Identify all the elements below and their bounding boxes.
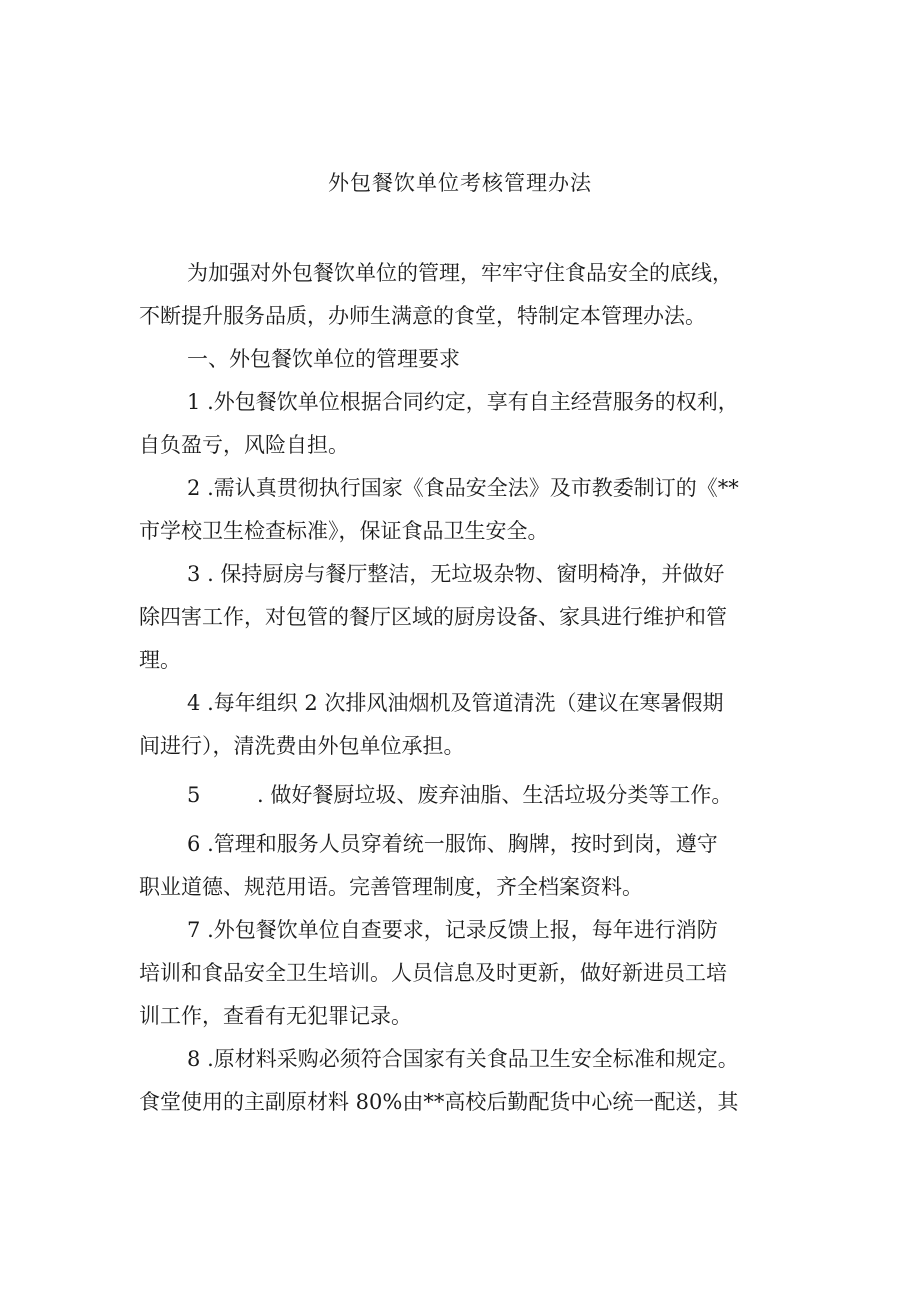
document-title: 外包餐饮单位考核管理办法 xyxy=(328,171,592,195)
list-item-4 xyxy=(139,682,799,768)
list-item-line: 间进行），清洗费由外包单位承担。 xyxy=(139,734,465,758)
list-item-line: 市学校卫生检查标准》，保证食品卫生安全。 xyxy=(139,519,549,543)
item-text: .外包餐饮单位自查要求，记录反馈上报，每年进行消防 xyxy=(207,918,718,942)
list-item-line xyxy=(139,553,799,596)
item-number: 8 xyxy=(187,1047,201,1071)
item-number: 6 xyxy=(187,832,201,856)
list-item-line xyxy=(139,774,799,817)
list-item-8 xyxy=(139,1038,799,1124)
item-number: 1 xyxy=(187,390,201,414)
list-item-1 xyxy=(139,381,799,467)
item-number: 3 xyxy=(187,562,201,586)
item-text: . 做好餐厨垃圾、废弃油脂、生活垃圾分类等工作。 xyxy=(257,783,733,807)
list-item-3 xyxy=(139,553,799,682)
list-item-line xyxy=(139,682,799,725)
item-text: .管理和服务人员穿着统一服饰、胸牌，按时到岗，遵守 xyxy=(207,832,718,856)
list-item-line: 训工作，查看有无犯罪记录。 xyxy=(139,1004,412,1028)
intro-line: 为加强对外包餐饮单位的管理，牢牢守住食品安全的底线， xyxy=(187,261,733,285)
document-body xyxy=(139,252,799,1124)
intro-paragraph xyxy=(139,252,799,338)
section-heading xyxy=(139,338,799,381)
item-text: .外包餐饮单位根据合同约定，享有自主经营服务的权利， xyxy=(207,390,739,414)
list-item-line: 自负盈亏，风险自担。 xyxy=(139,433,349,457)
list-item-line: 理。 xyxy=(139,648,181,672)
item-text: .每年组织 2 次排风油烟机及管道清洗（建议在寒暑假期 xyxy=(207,691,724,715)
list-item-6 xyxy=(139,823,799,909)
item-text: . 保持厨房与餐厅整洁，无垃圾杂物、窗明椅净，并做好 xyxy=(207,562,725,586)
list-item-line xyxy=(139,467,799,510)
item-text: .原材料采购必须符合国家有关食品卫生安全标准和规定。 xyxy=(207,1047,739,1071)
list-item-2 xyxy=(139,467,799,553)
item-number: 5 xyxy=(187,783,201,807)
intro-line: 不断提升服务品质，办师生满意的食堂，特制定本管理办法。 xyxy=(139,304,706,328)
list-item-line: 食堂使用的主副原材料 80%由**高校后勤配货中心统一配送，其 xyxy=(139,1090,739,1114)
list-item-5 xyxy=(139,774,799,817)
list-item-line xyxy=(139,381,799,424)
list-item-line xyxy=(139,1038,799,1081)
list-item-line: 除四害工作，对包管的餐厅区域的厨房设备、家具进行维护和管 xyxy=(139,605,727,629)
item-number: 2 xyxy=(187,476,201,500)
item-number: 7 xyxy=(187,918,201,942)
item-number: 4 xyxy=(187,691,201,715)
item-text: .需认真贯彻执行国家《食品安全法》及市教委制订的《** xyxy=(207,476,739,500)
list-item-line: 职业道德、规范用语。完善管理制度，齐全档案资料。 xyxy=(139,875,643,899)
list-item-7 xyxy=(139,909,799,1038)
list-item-line xyxy=(139,909,799,952)
list-item-line xyxy=(139,823,799,866)
section-heading-text: 一、外包餐饮单位的管理要求 xyxy=(187,347,460,371)
list-item-line: 培训和食品安全卫生培训。人员信息及时更新，做好新进员工培 xyxy=(139,961,727,985)
